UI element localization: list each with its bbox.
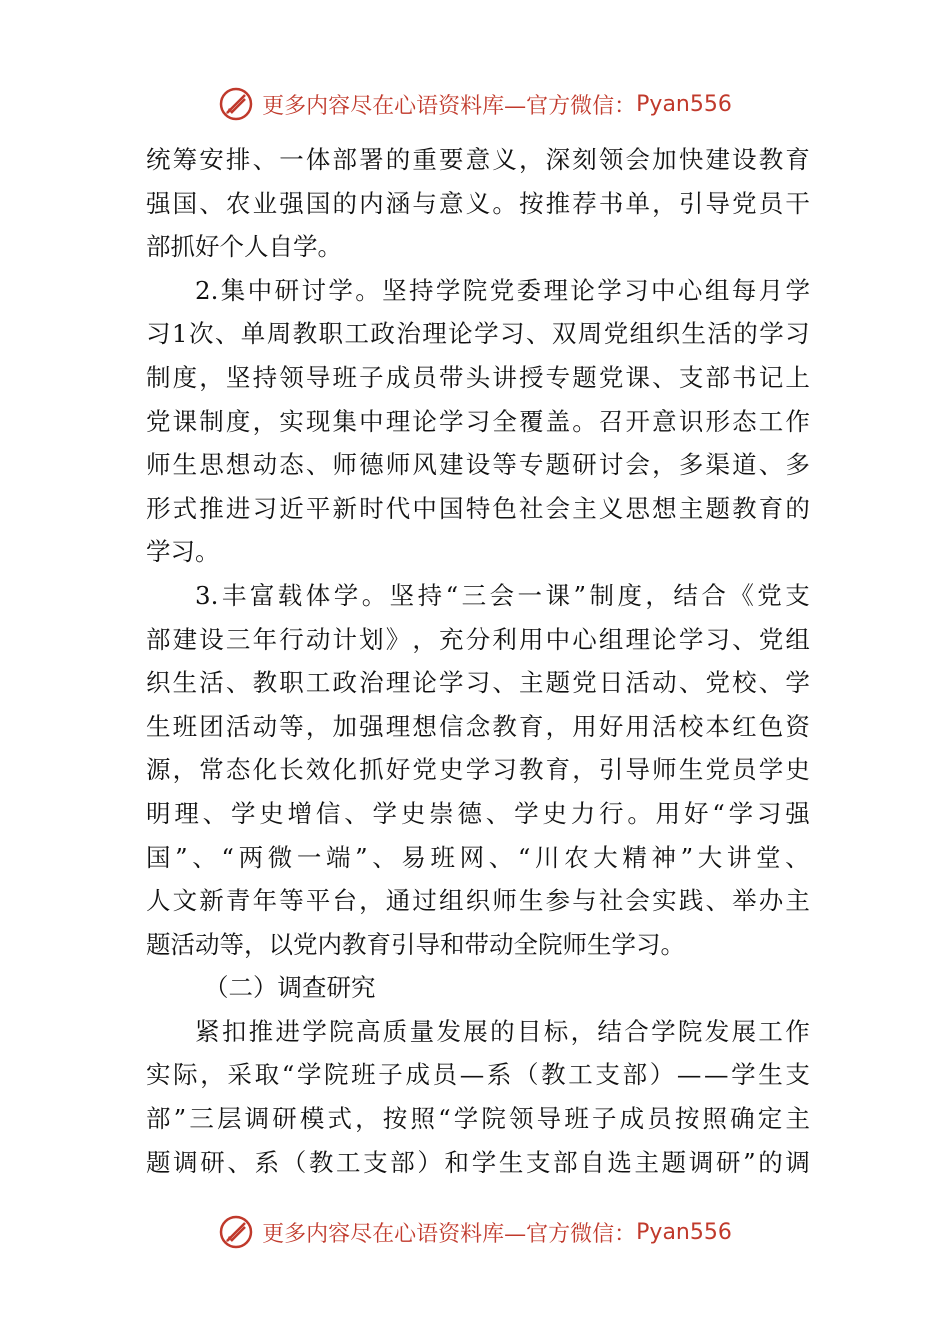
text-line: 题活动等，以党内教育引导和带动全院师生学习。 [146, 929, 685, 959]
text-line: 师 生 思 想 动 态 、 师 德 师 风 建 设 等 专 题 研 讨 会 ， 多 渠 道 、 多 [146, 450, 810, 480]
text-line: 国 ” 、 “ 两 微 一 端 ” 、 易 班 网 、 “ 川 农 大 精 神 ” 大 讲 堂 、 [146, 842, 810, 872]
watermark-banner-bottom [0, 1210, 950, 1254]
text-line: 源 ， 常 态 化 长 效 化 抓 好 党 史 学 习 教 育 ， 引 导 师 生 党 员 学 史 [146, 755, 810, 785]
text-line: 形 式 推 进 习 近 平 新 时 代 中 国 特 色 社 会 主 义 思 想 主 题 教 育 的 [146, 493, 810, 523]
watermark-id: Pyan556 [636, 1219, 732, 1245]
quill-logo-icon [218, 86, 254, 122]
text-line: 制 度 ， 坚 持 领 导 班 子 成 员 带 头 讲 授 专 题 党 课 、 支 部 书 记 上 [146, 362, 810, 392]
text-line: 织 生 活 、 教 职 工 政 治 理 论 学 习 、 主 题 党 日 活 动 、 党 校 、 学 [146, 668, 810, 698]
text-line: 3. 丰 富 载 体 学 。 坚 持 “ 三 会 一 课 ” 制 度 ， 结 合 《 党 支 [195, 580, 810, 610]
text-line: 强 国 、 农 业 强 国 的 内 涵 与 意 义 。 按 推 荐 书 单 ， 引 导 党 员 干 [146, 188, 810, 218]
text-line: 2. 集 中 研 讨 学 。 坚 持 学 院 党 委 理 论 学 习 中 心 组 每 月 学 [195, 275, 810, 305]
watermark-text: 更多内容尽在心语资料库—官方微信： [262, 93, 637, 119]
text-line: 统 筹 安 排 、 一 体 部 署 的 重 要 意 义 ， 深 刻 领 会 加 快 建 设 教 育 [146, 145, 810, 174]
text-line: 人 文 新 青 年 等 平 台 ， 通 过 组 织 师 生 参 与 社 会 实 践 、 举 办 主 [146, 886, 810, 916]
watermark-id: Pyan556 [636, 91, 732, 117]
text-line: 紧 扣 推 进 学 院 高 质 量 发 展 的 目 标 ， 结 合 学 院 发 展 工 作 [195, 1016, 810, 1046]
text-line: 实 际 ， 采 取 “ 学 院 班 子 成 员 — 系 （ 教 工 支 部 ） — — 学 生 支 [146, 1060, 810, 1090]
text-line: 学习。 [146, 537, 220, 567]
quill-logo-icon [218, 1214, 254, 1250]
section-heading: （二）调查研究 [204, 973, 376, 1003]
document-body [146, 138, 810, 1184]
watermark-text: 更多内容尽在心语资料库—官方微信： [262, 1221, 637, 1247]
text-line: 部抓好个人自学。 [146, 232, 342, 262]
text-line: 党 课 制 度 ， 实 现 集 中 理 论 学 习 全 覆 盖 。 召 开 意 识 形 态 工 作 [146, 406, 810, 436]
text-line: 明 理 、 学 史 增 信 、 学 史 崇 德 、 学 史 力 行 。 用 好 “ 学 习 强 [146, 798, 810, 828]
text-line: 生 班 团 活 动 等 ， 加 强 理 想 信 念 教 育 ， 用 好 用 活 校 本 红 色 资 [146, 711, 810, 741]
text-line: 题 调 研 、 系 （ 教 工 支 部 ） 和 学 生 支 部 自 选 主 题 调 研 ” 的 调 [146, 1147, 810, 1177]
watermark-banner-top [0, 82, 950, 126]
text-line: 部 建 设 三 年 行 动 计 划 》 ， 充 分 利 用 中 心 组 理 论 学 习 、 党 组 [146, 624, 810, 654]
text-line: 习 1 次 、 单 周 教 职 工 政 治 理 论 学 习 、 双 周 党 组 织 生 活 的 学 习 [146, 319, 810, 349]
text-line: 部 ” 三 层 调 研 模 式 ， 按 照 “ 学 院 领 导 班 子 成 员 按 照 确 定 主 [146, 1104, 810, 1134]
